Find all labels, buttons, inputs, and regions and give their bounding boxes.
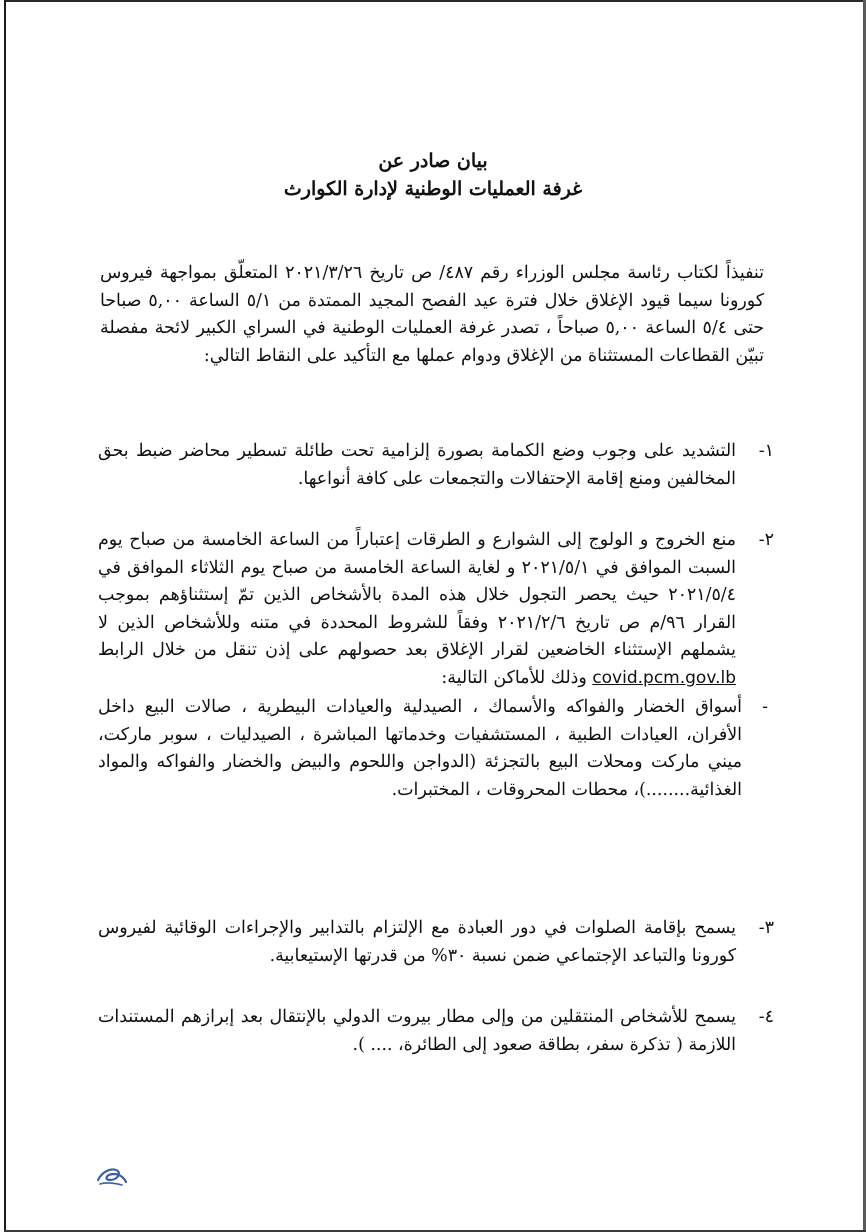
issuer-heading: غرفة العمليات الوطنية لإدارة الكوارث [283,178,583,200]
item-number: ٢- [758,530,774,550]
item-text [98,527,736,692]
statement-heading: بيان صادر عن [378,150,488,172]
item-number: ١- [758,441,774,461]
sub-item-dash: - [762,697,768,717]
sub-item-text: أسواق الخضار والفواكه والأسماك ، الصيدلية والعيادات البيطرية ، صالات البيع داخل الأفران، العيادات الطبية ، المستشفيات وخدماتها المباشرة ، الصيدليات ، سوبر ماركت، ميني ماركت ومحلات البيع بالتجزئة (الدواجن واللحوم والبيض والخضار والفواكه والمواد الغذائية........)، محطات المحروقات ، المختبرات. [98,697,742,800]
list-item-3 [98,915,774,970]
list-item-2 [98,527,774,804]
item-text: يسمح بإقامة الصلوات في دور العبادة مع الإلتزام بالتدابير والإجراءات الوقائية لفيروس كورونا والتباعد الإجتماعي ضمن نسبة ٣٠% من قدرتها الإستيعابية. [98,918,736,966]
item-number: ٤- [758,1007,774,1027]
signature-initial [92,1158,132,1188]
item-text-after-link: وذلك للأماكن التالية: [441,667,587,688]
item-number: ٣- [758,918,774,938]
item-text: يسمح للأشخاص المنتقلين من وإلى مطار بيروت الدولي بالإنتقال بعد إبرازهم المستندات اللازمة ( تذكرة سفر، بطاقة صعود إلى الطائرة، .... ). [98,1007,736,1055]
permit-link[interactable]: covid.pcm.gov.lb [592,667,736,688]
list-item-4 [98,1004,774,1059]
item-text: التشديد على وجوب وضع الكمامة بصورة إلزامية تحت طائلة تسطير محاضر ضبط بحق المخالفين ومنع إقامة الإحتفالات والتجمعات على كافة أنواعها. [98,441,736,489]
item-text-before-link: منع الخروج و الولوج إلى الشوارع و الطرقات إعتباراً من الساعة الخامسة من صباح يوم السبت الموافق في ٢٠٢١/٥/١ و لغاية الساعة الخامسة من صباح يوم الثلاثاء الموافق في ٢٠٢١/٥/٤ حيث يحصر التجول خلال هذه المدة بالأشخاص الذين تمّ إستثناؤهم بموجب القرار ٩٦/م ص تاريخ ٢٠٢١/٢/٦ وفقاً للشروط المحددة في متنه وللأشخاص الذين لا يشملهم الإستثناء الخاضعين لقرار الإغلاق بعد حصولهم على إذن تنقل من خلال الرابط [98,530,737,660]
intro-paragraph: تنفيذاً لكتاب رئاسة مجلس الوزراء رقم ٤٨٧/ ص تاريخ ٢٠٢١/٣/٢٦ المتعلّق بمواجهة فيروس كورونا سيما قيود الإغلاق خلال فترة عيد الفصح المجيد الممتدة من ٥/١ الساعة ٥,٠٠ صباحا حتى ٥/٤ الساعة ٥,٠٠ صباحاً ، تصدر غرفة العمليات الوطنية في السراي الكبير لائحة مفصلة تبيّن القطاعات المستثناة من الإغلاق ودوام عملها مع التأكيد على النقاط التالي: [100,263,765,366]
sub-list-item [98,694,774,804]
list-item-1 [98,438,774,493]
